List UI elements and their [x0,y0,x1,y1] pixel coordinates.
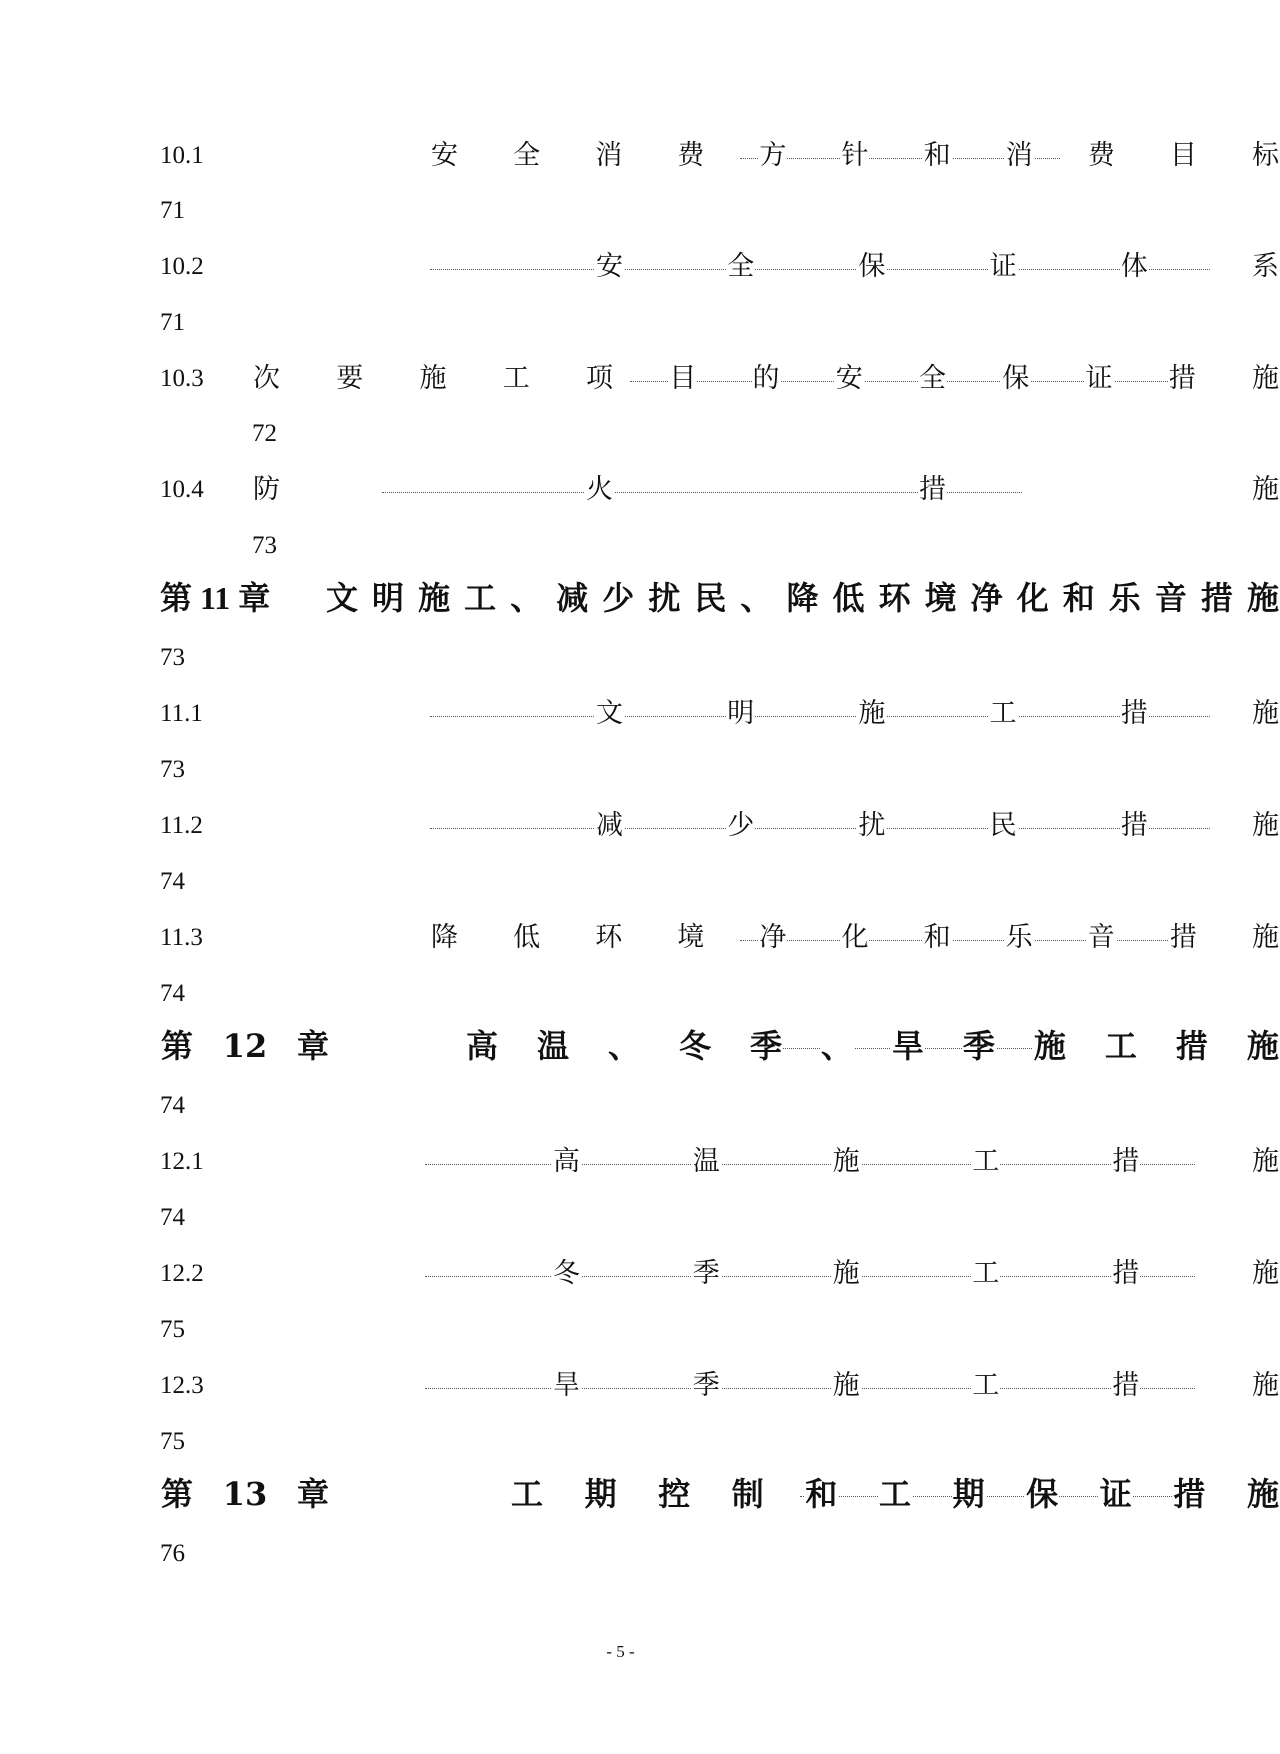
toc-glyph: 消 [594,136,623,176]
toc-glyph: 系 [1251,247,1280,287]
toc-chapter-number: 第 11 章 [160,580,271,616]
toc-glyph: 施 [857,694,886,734]
toc-glyph: 施 [1251,1142,1280,1182]
toc-glyph: 标 [1251,136,1280,176]
toc-chapter-12[interactable] [160,1026,1279,1066]
toc-glyph: 化 [840,918,869,958]
toc-glyph: 第 [161,1027,194,1065]
toc-glyph: 体 [1120,247,1149,287]
toc-glyph: 证 [989,247,1018,287]
toc-glyph: 低 [832,579,865,617]
toc-glyph: 冬 [552,1254,581,1294]
toc-glyph: 工 [971,1142,1000,1182]
toc-glyph: 措 [918,470,947,510]
toc-glyph: 工 [464,579,497,617]
toc-glyph: 少 [726,806,755,846]
toc-glyph: 期 [584,1475,617,1513]
toc-entry-10-4[interactable] [160,470,1279,510]
toc-title [595,806,1280,846]
toc-number: 10.1 [160,142,204,169]
toc-number: 12.2 [160,1260,204,1287]
toc-glyph: 降 [430,918,459,958]
toc-entry-11-1[interactable] [160,694,1279,734]
toc-glyph: 和 [1062,579,1095,617]
toc-glyph: 施 [1251,470,1280,510]
toc-page-number: 75 [160,1428,185,1455]
toc-glyph: 措 [1111,1254,1140,1294]
toc-entry-12-2[interactable] [160,1254,1279,1294]
toc-glyph: 工 [971,1254,1000,1294]
toc-glyph: 全 [726,247,755,287]
toc-glyph: 针 [840,136,869,176]
toc-number: 11.3 [160,924,203,951]
toc-glyph: 季 [962,1027,995,1065]
toc-glyph: 高 [466,1027,499,1065]
toc-entry-11-3[interactable] [160,918,1279,958]
toc-glyph: 文 [595,694,624,734]
toc-glyph: 章 [296,1027,329,1065]
toc-glyph: 12 [222,1027,268,1065]
toc-glyph: 环 [594,918,623,958]
toc-glyph: 次 [252,359,281,399]
toc-glyph: 措 [1111,1366,1140,1406]
toc-glyph: 明 [726,694,755,734]
toc-glyph: 保 [1026,1475,1059,1513]
toc-glyph: 施 [1251,359,1280,399]
toc-glyph: 章 [296,1475,329,1513]
toc-glyph: 措 [1200,579,1233,617]
toc-glyph: 措 [1173,1475,1206,1513]
toc-glyph: 工 [878,1475,911,1513]
toc-number: 12.1 [160,1148,204,1175]
toc-glyph: 目 [1169,136,1198,176]
toc-page-number: 72 [252,420,277,447]
toc-glyph: 境 [676,918,705,958]
toc-page-number: 73 [160,756,185,783]
toc-title [510,1474,1280,1514]
toc-glyph: 少 [602,579,635,617]
toc-glyph: 温 [692,1142,721,1182]
toc-glyph: 减 [595,806,624,846]
toc-glyph: 目 [668,359,697,399]
toc-glyph: 全 [512,136,541,176]
toc-glyph: 、 [820,1027,853,1065]
toc-glyph: 净 [970,579,1003,617]
toc-glyph: 明 [372,579,405,617]
toc-glyph: 乐 [1108,579,1141,617]
toc-glyph: 减 [556,579,589,617]
toc-glyph: 安 [430,136,459,176]
toc-glyph: 施 [419,359,448,399]
toc-glyph: 高 [552,1142,581,1182]
toc-glyph: 第 [161,1475,194,1513]
toc-glyph: 乐 [1005,918,1034,958]
toc-glyph: 降 [786,579,819,617]
toc-page-number: 74 [160,1204,185,1231]
toc-glyph: 净 [758,918,787,958]
toc-glyph: 措 [1169,918,1198,958]
toc-glyph: 证 [1085,359,1114,399]
toc-glyph: 施 [1251,1254,1280,1294]
toc-glyph: 工 [971,1366,1000,1406]
toc-glyph: 工 [502,359,531,399]
toc-glyph: 的 [752,359,781,399]
toc-page-number: 74 [160,868,185,895]
toc-entry-12-1[interactable] [160,1142,1279,1182]
toc-glyph: 民 [989,806,1018,846]
toc-glyph: 化 [1016,579,1049,617]
toc-glyph: 施 [1251,806,1280,846]
toc-glyph: 安 [595,247,624,287]
toc-number: 10.4 [160,476,204,503]
toc-glyph: 施 [1251,694,1280,734]
toc-number: 10.3 [160,365,204,392]
toc-number: 11.2 [160,812,203,839]
toc-title [595,694,1280,734]
toc-title [325,578,1280,618]
toc-glyph: 温 [536,1027,569,1065]
toc-page-number: 74 [160,1092,185,1119]
toc-glyph: 措 [1111,1142,1140,1182]
toc-glyph: 和 [923,136,952,176]
toc-entry-10-3[interactable] [160,359,1279,399]
toc-glyph: 季 [749,1027,782,1065]
toc-glyph: 冬 [678,1027,711,1065]
toc-glyph: 文 [326,579,359,617]
toc-glyph: 施 [1246,1027,1279,1065]
toc-entry-10-2[interactable] [160,247,1279,287]
toc-glyph: 消 [1005,136,1034,176]
toc-page-number: 71 [160,309,185,336]
toc-glyph: 境 [924,579,957,617]
toc-glyph: 施 [418,579,451,617]
toc-glyph: 工 [1104,1027,1137,1065]
toc-glyph: 保 [857,247,886,287]
toc-glyph: 制 [731,1475,764,1513]
toc-number: 11.1 [160,700,203,727]
toc-glyph: 、 [740,579,773,617]
toc-glyph: 施 [832,1254,861,1294]
toc-glyph: 措 [1168,359,1197,399]
toc-glyph: 施 [1033,1027,1066,1065]
toc-glyph: 期 [952,1475,985,1513]
toc-glyph: 和 [805,1475,838,1513]
toc-chapter-11[interactable] [160,578,1279,618]
toc-glyph: 、 [510,579,543,617]
toc-number: 12.3 [160,1372,204,1399]
toc-glyph: 民 [694,579,727,617]
toc-glyph: 施 [1246,1475,1279,1513]
toc-page-number: 76 [160,1540,185,1567]
toc-glyph: 措 [1120,694,1149,734]
toc-page-number: 73 [252,532,277,559]
toc-glyph: 控 [658,1475,691,1513]
toc-glyph: 音 [1154,579,1187,617]
toc-chapter-number [160,1026,330,1066]
toc-glyph: 音 [1087,918,1116,958]
toc-glyph: 工 [511,1475,544,1513]
toc-glyph: 安 [835,359,864,399]
toc-chapter-13[interactable] [160,1474,1279,1514]
toc-glyph: 施 [1246,579,1279,617]
toc-title [552,1254,1280,1294]
toc-glyph: 旱 [891,1027,924,1065]
toc-glyph: 项 [585,359,614,399]
toc-glyph: 施 [832,1142,861,1182]
toc-glyph: 全 [918,359,947,399]
toc-title [430,136,1280,176]
toc-glyph: 施 [1251,918,1280,958]
toc-glyph: 季 [692,1254,721,1294]
toc-glyph: 防 [252,470,281,510]
toc-title [430,918,1280,958]
toc-title [552,1142,1280,1182]
toc-glyph: 、 [607,1027,640,1065]
toc-glyph: 费 [676,136,705,176]
toc-page-number: 74 [160,980,185,1007]
toc-glyph: 旱 [552,1366,581,1406]
toc-glyph: 13 [222,1475,268,1513]
toc-glyph: 措 [1120,806,1149,846]
toc-glyph: 施 [1251,1366,1280,1406]
toc-title [595,247,1280,287]
toc-title [465,1026,1280,1066]
toc-glyph: 措 [1175,1027,1208,1065]
toc-page-number: 75 [160,1316,185,1343]
toc-glyph: 保 [1001,359,1030,399]
toc-entry-12-3[interactable] [160,1366,1279,1406]
toc-glyph: 方 [758,136,787,176]
toc-entry-11-2[interactable] [160,806,1279,846]
toc-glyph: 费 [1087,136,1116,176]
toc-glyph: 和 [923,918,952,958]
toc-number: 10.2 [160,253,204,280]
page-footer-number: - 5 - [606,1642,635,1661]
toc-glyph: 季 [692,1366,721,1406]
toc-title [252,470,1280,510]
toc-title [252,359,1280,399]
toc-title [552,1366,1280,1406]
toc-entry-10-1[interactable] [160,136,1279,176]
toc-glyph: 火 [585,470,614,510]
toc-page-number: 73 [160,644,185,671]
toc-glyph: 证 [1099,1475,1132,1513]
toc-glyph: 扰 [648,579,681,617]
toc-chapter-number [160,1474,330,1514]
toc-glyph: 要 [335,359,364,399]
toc-glyph: 低 [512,918,541,958]
toc-glyph: 环 [878,579,911,617]
toc-glyph: 扰 [857,806,886,846]
toc-glyph: 工 [989,694,1018,734]
toc-glyph: 施 [832,1366,861,1406]
toc-page-number: 71 [160,197,185,224]
